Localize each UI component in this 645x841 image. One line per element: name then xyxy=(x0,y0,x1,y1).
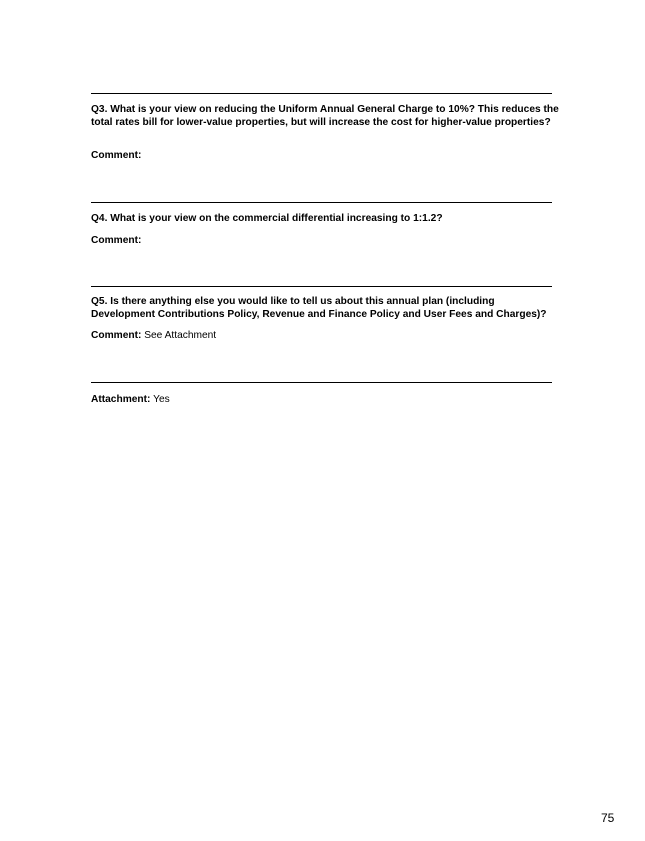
attachment-value: Yes xyxy=(153,394,170,405)
divider-attachment xyxy=(91,382,552,383)
question-5-section xyxy=(91,296,561,356)
divider-q5 xyxy=(91,286,552,287)
question-5-comment xyxy=(91,330,216,343)
divider-q4 xyxy=(91,202,552,203)
divider-top xyxy=(91,93,552,94)
attachment-label: Attachment: xyxy=(91,394,151,405)
question-4-comment xyxy=(91,235,141,248)
attachment-line xyxy=(91,394,170,407)
question-3-section xyxy=(91,104,561,184)
question-4-section xyxy=(91,213,561,273)
page-number: 75 xyxy=(601,811,615,825)
question-4-text: Q4. What is your view on the commercial differential increasing to 1:1.2? xyxy=(91,213,443,224)
question-5-comment-value: See Attachment xyxy=(144,330,217,341)
question-5-comment-label: Comment: xyxy=(91,330,142,341)
question-3-comment xyxy=(91,150,141,163)
question-3-text: Q3. What is your view on reducing the Uniform Annual General Charge to 10%? This reduces the total rates bill for lower-value properties, but will increase the cost for higher-value properties? xyxy=(91,104,559,128)
question-4-comment-label: Comment: xyxy=(91,235,142,246)
question-5-text: Q5. Is there anything else you would like to tell us about this annual plan (including Development Contributions Policy, Revenue and Finance Policy and User Fees and Charges)? xyxy=(91,296,547,320)
question-3-comment-label: Comment: xyxy=(91,150,142,161)
